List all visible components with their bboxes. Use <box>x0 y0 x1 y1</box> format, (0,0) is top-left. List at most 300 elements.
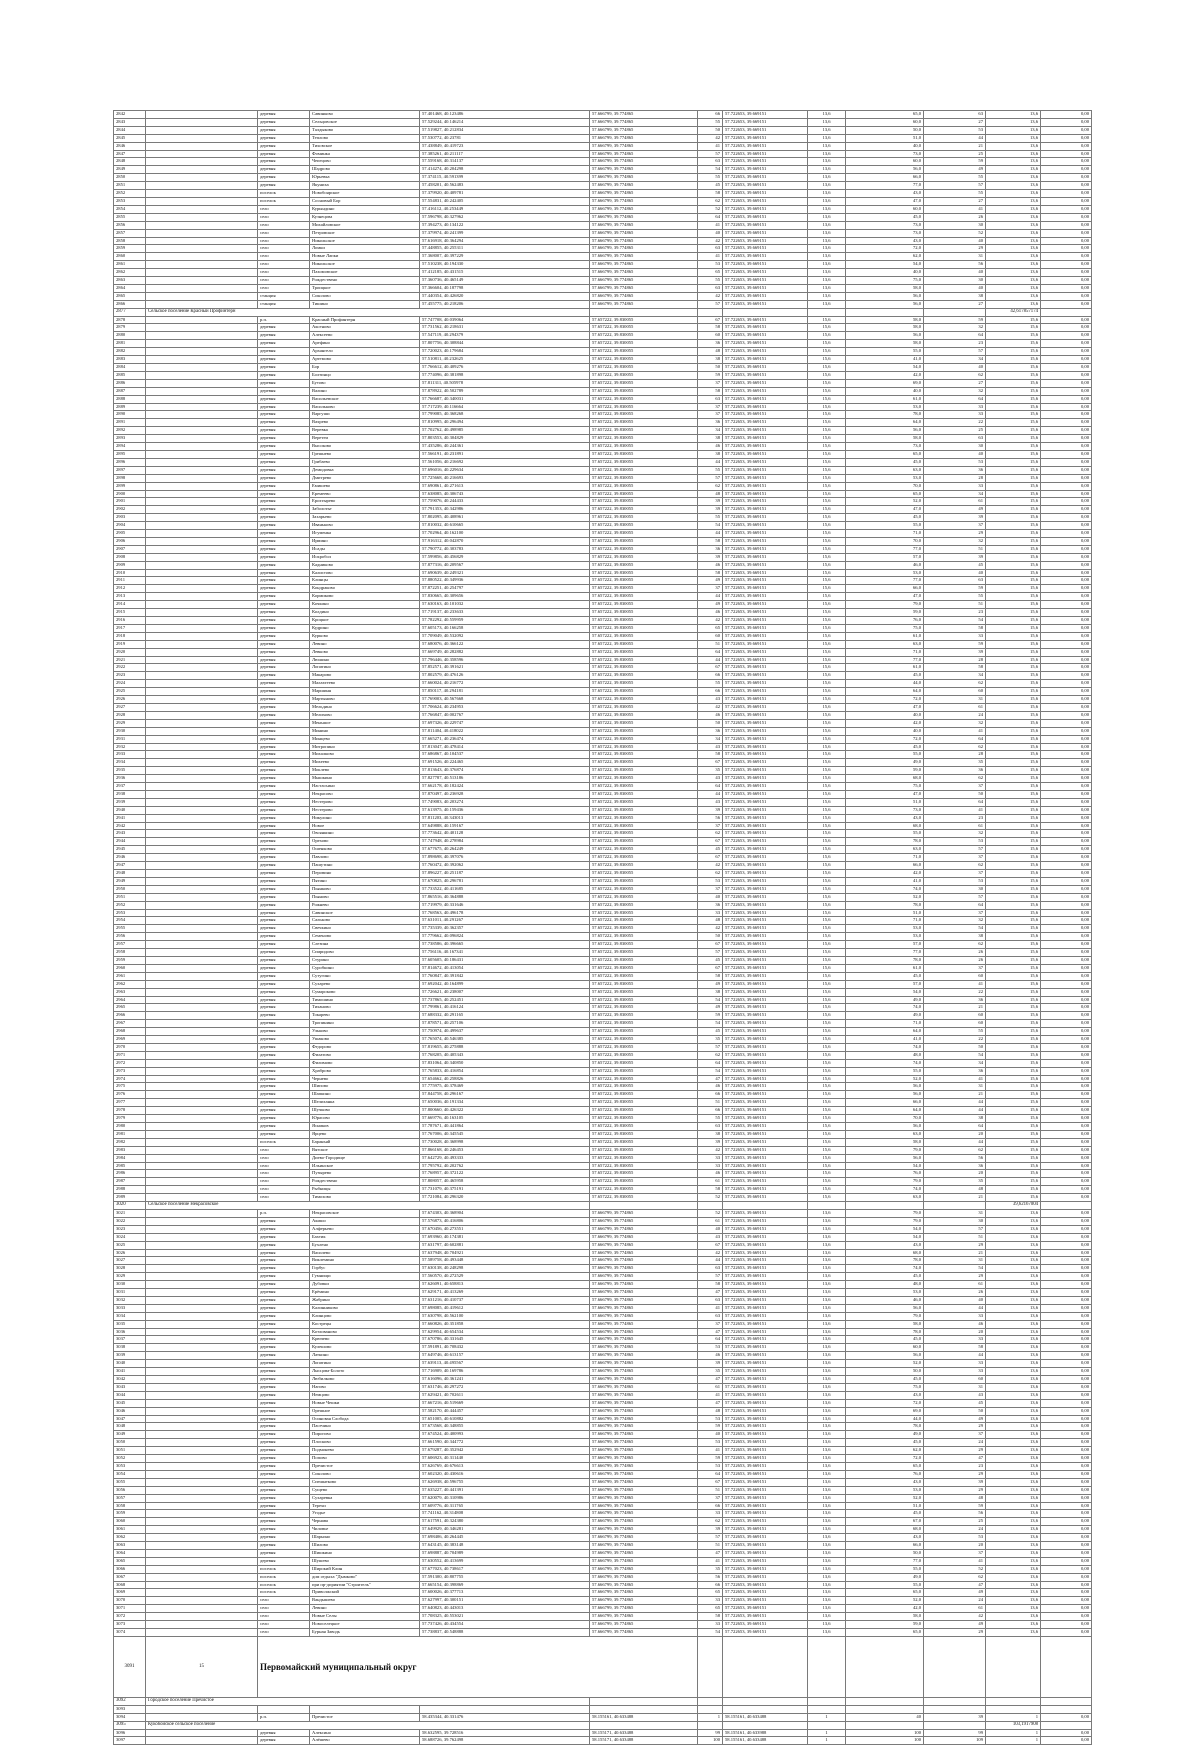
value-3: 0,00 <box>1041 379 1092 387</box>
settlement-type: деревня <box>258 1115 310 1123</box>
settlement-type: деревня <box>258 1737 310 1745</box>
settlement-coord: 57.379974, 40.241399 <box>420 229 590 237</box>
center2-coord: 57.722653, 39.669151 <box>723 482 808 490</box>
distance-value: 57 <box>698 949 723 957</box>
coef: 15,6 <box>808 917 846 925</box>
center2-coord: 57.722653, 39.669151 <box>723 300 808 308</box>
distance-km: 78,0 <box>846 411 924 419</box>
row-number: 2916 <box>114 617 146 625</box>
settlement-type: деревня <box>258 877 310 885</box>
value-3: 0,00 <box>1041 949 1092 957</box>
table-row <box>114 783 1092 791</box>
distance-km: 49,0 <box>846 759 924 767</box>
value-3: 0,00 <box>1041 996 1092 1004</box>
row-number: 3026 <box>114 1249 146 1257</box>
center-coord: 57.657222, 39.830055 <box>590 1043 698 1051</box>
cell <box>146 1138 258 1146</box>
row-number: 2887 <box>114 387 146 395</box>
center-coord: 57.666799, 39.774865 <box>590 237 698 245</box>
settlement-type: деревня <box>258 1051 310 1059</box>
distance-km: 45,0 <box>846 458 924 466</box>
value-1: 30 <box>924 443 986 451</box>
row-number: 3058 <box>114 1502 146 1510</box>
value-2: 15,6 <box>986 1115 1041 1123</box>
value-3: 0,00 <box>1041 743 1092 751</box>
row-number: 2843 <box>114 118 146 126</box>
distance-value: 47 <box>698 1399 723 1407</box>
settlement-type: р.п. <box>258 1713 310 1721</box>
coef: 13,6 <box>808 213 846 221</box>
settlement-coord: 57.706624, 40.234953 <box>420 703 590 711</box>
table-row <box>114 1257 1092 1265</box>
center-coord: 57.657222, 39.830055 <box>590 1162 698 1170</box>
coef: 13,6 <box>808 1257 846 1265</box>
coef: 15,6 <box>808 830 846 838</box>
settlement-name: Аксеново <box>310 324 420 332</box>
settlement-coord: 57.368007, 40.397229 <box>420 253 590 261</box>
coef: 13,6 <box>808 150 846 158</box>
distance-value: 46 <box>698 711 723 719</box>
settlement-name: Новоселецкое <box>310 1621 420 1629</box>
settlement-coord: 57.702762, 40.498985 <box>420 427 590 435</box>
center2-coord: 57.722653, 39.669151 <box>723 1320 808 1328</box>
settlement-type: село <box>258 277 310 285</box>
cell <box>146 1304 258 1312</box>
settlement-coord: 57.702964, 40.162100 <box>420 530 590 538</box>
settlement-name: Павлово <box>310 854 420 862</box>
cell <box>146 1004 258 1012</box>
value-2: 15,6 <box>986 1194 1041 1202</box>
cell <box>723 1721 808 1729</box>
table-row <box>114 269 1092 277</box>
settlement-type: деревня <box>258 1336 310 1344</box>
value-2: 15,6 <box>986 348 1041 356</box>
table-row <box>114 213 1092 221</box>
value-1: 48 <box>924 1186 986 1194</box>
value-1: 53 <box>924 1534 986 1542</box>
row-number: 3067 <box>114 1573 146 1581</box>
value-2: 1 <box>986 1713 1041 1721</box>
coef: 13,6 <box>808 1462 846 1470</box>
table-row <box>114 996 1092 1004</box>
table-row <box>114 1249 1092 1257</box>
settlement-type: деревня <box>258 514 310 522</box>
distance-value: 66 <box>698 1502 723 1510</box>
settlement-name: Пятино <box>310 877 420 885</box>
settlement-type: деревня <box>258 1012 310 1020</box>
settlement-coord: 57.642729, 40.493333 <box>420 1154 590 1162</box>
distance-value: 100 <box>698 1737 723 1745</box>
value-2: 13,6 <box>986 1407 1041 1415</box>
cell <box>146 1194 258 1202</box>
center-coord: 57.666799, 39.774865 <box>590 1478 698 1486</box>
value-2: 13,6 <box>986 1557 1041 1565</box>
table-row <box>114 435 1092 443</box>
settlement-name: Чиловье <box>310 1526 420 1534</box>
value-1: 42 <box>924 1613 986 1621</box>
table-row <box>114 1194 1092 1202</box>
settlement-type: деревня <box>258 1360 310 1368</box>
center-coord: 57.657222, 39.830055 <box>590 387 698 395</box>
table-row <box>114 1573 1092 1581</box>
coef: 13,6 <box>808 277 846 285</box>
value-2: 15,6 <box>986 506 1041 514</box>
center2-coord: 57.722653, 39.669151 <box>723 925 808 933</box>
settlement-coord: 57.661590, 40.344772 <box>420 1439 590 1447</box>
cell <box>146 664 258 672</box>
row-number: 2918 <box>114 632 146 640</box>
value-1: 49 <box>924 506 986 514</box>
value-1: 27 <box>924 118 986 126</box>
settlement-coord: 57.733522, 40.411685 <box>420 885 590 893</box>
value-2: 15,6 <box>986 775 1041 783</box>
row-number: 2951 <box>114 893 146 901</box>
center-coord: 57.657222, 39.830055 <box>590 909 698 917</box>
value-3: 0,00 <box>1041 846 1092 854</box>
settlement-name: Никольское <box>310 261 420 269</box>
coef: 15,6 <box>808 601 846 609</box>
row-number: 2857 <box>114 229 146 237</box>
distance-km: 57,0 <box>846 980 924 988</box>
settlement-type: деревня <box>258 1249 310 1257</box>
value-2: 13,6 <box>986 1257 1041 1265</box>
value-1: 53 <box>924 126 986 134</box>
row-number: 2899 <box>114 482 146 490</box>
cell <box>146 870 258 878</box>
cell <box>146 1154 258 1162</box>
center2-coord: 57.722653, 39.669151 <box>723 1597 808 1605</box>
center2-coord: 57.722653, 39.669151 <box>723 877 808 885</box>
value-1: 35 <box>924 759 986 767</box>
center2-coord: 57.722653, 39.669151 <box>723 126 808 134</box>
distance-km: 60,0 <box>846 205 924 213</box>
cell <box>590 1697 698 1705</box>
settlement-name: Немцово <box>310 1391 420 1399</box>
center2-coord: 57.722653, 39.669151 <box>723 1304 808 1312</box>
settlement-name: Шадрово <box>310 166 420 174</box>
row-number: 2929 <box>114 719 146 727</box>
coef: 15,6 <box>808 956 846 964</box>
distance-value: 36 <box>698 545 723 553</box>
value-1: 49 <box>924 1589 986 1597</box>
distance-km: 56,0 <box>846 300 924 308</box>
coef: 13,6 <box>808 1518 846 1526</box>
distance-km: 54,0 <box>846 261 924 269</box>
cell <box>146 964 258 972</box>
table-row <box>114 229 1092 237</box>
cell <box>146 917 258 925</box>
value-2: 15,6 <box>986 949 1041 957</box>
settlement-type: деревня <box>258 775 310 783</box>
settlement-coord: 57.735339, 40.362357 <box>420 925 590 933</box>
value-2: 13,6 <box>986 190 1041 198</box>
value-2: 13,6 <box>986 1209 1041 1217</box>
coef: 13,6 <box>808 1320 846 1328</box>
center2-coord: 57.722653, 39.669151 <box>723 190 808 198</box>
value-3: 0,00 <box>1041 498 1092 506</box>
center2-coord: 57.722653, 39.669151 <box>723 537 808 545</box>
distance-value: 62 <box>698 197 723 205</box>
distance-km: 55,0 <box>846 1581 924 1589</box>
table-row <box>114 1123 1092 1131</box>
value-1: 32 <box>924 830 986 838</box>
center2-coord: 57.722653, 39.669151 <box>723 245 808 253</box>
distance-value: 63 <box>698 158 723 166</box>
value-1: 59 <box>924 1502 986 1510</box>
center-coord: 57.666799, 39.774865 <box>590 1605 698 1613</box>
center2-coord: 57.722653, 39.669151 <box>723 435 808 443</box>
settlement-name: Мелихово <box>310 711 420 719</box>
settlement-name: Веревка <box>310 427 420 435</box>
table-row <box>114 798 1092 806</box>
coef: 15,6 <box>808 1020 846 1028</box>
settlement-name: Ильинское <box>310 1162 420 1170</box>
value-1: 40 <box>924 284 986 292</box>
center2-coord: 57.722653, 39.669151 <box>723 506 808 514</box>
distance-value: 57 <box>698 1534 723 1542</box>
settlement-name: Кострецы <box>310 1320 420 1328</box>
center2-coord: 57.722653, 39.669151 <box>723 585 808 593</box>
settlement-type: деревня <box>258 1470 310 1478</box>
center-coord: 57.666799, 39.774865 <box>590 1597 698 1605</box>
value-1: 60 <box>924 688 986 696</box>
row-number: 2954 <box>114 917 146 925</box>
cell <box>146 1146 258 1154</box>
settlement-type: деревня <box>258 593 310 601</box>
value-2: 15,6 <box>986 759 1041 767</box>
center2-coord: 57.722653, 39.669151 <box>723 474 808 482</box>
coef: 15,6 <box>808 569 846 577</box>
value-2: 13,6 <box>986 182 1041 190</box>
value-1: 36 <box>924 1067 986 1075</box>
settlement-coord: 57.366604, 40.187798 <box>420 284 590 292</box>
distance-value: 34 <box>698 427 723 435</box>
cell <box>146 1289 258 1297</box>
value-1: 54 <box>924 1265 986 1273</box>
row-number: 3064 <box>114 1549 146 1557</box>
distance-value: 49 <box>698 601 723 609</box>
cell <box>146 632 258 640</box>
settlement-name: Рожнево <box>310 901 420 909</box>
settlement-type: деревня <box>258 703 310 711</box>
center-coord: 57.657222, 39.830055 <box>590 379 698 387</box>
settlement-coord: 57.686867, 40.104537 <box>420 751 590 759</box>
center-coord: 57.666799, 39.774865 <box>590 205 698 213</box>
value-2: 15,6 <box>986 680 1041 688</box>
settlement-coord: 57.807756, 40.308844 <box>420 340 590 348</box>
cell <box>146 411 258 419</box>
value-1: 36 <box>924 466 986 474</box>
settlement-name: Ломки <box>310 245 420 253</box>
value-3: 0,00 <box>1041 166 1092 174</box>
settlement-coord: 57.730028, 40.368998 <box>420 1138 590 1146</box>
row-number: 2909 <box>114 561 146 569</box>
value-3: 0,00 <box>1041 688 1092 696</box>
value-1: 31 <box>924 1209 986 1217</box>
cell <box>146 743 258 751</box>
coef: 15,6 <box>808 925 846 933</box>
settlement-name: Левково <box>310 648 420 656</box>
distance-value: 39 <box>698 806 723 814</box>
value-2: 13,6 <box>986 197 1041 205</box>
value-1: 36 <box>924 767 986 775</box>
distance-value: 54 <box>698 996 723 1004</box>
cell <box>146 783 258 791</box>
coef: 13,6 <box>808 1233 846 1241</box>
settlement-type: деревня <box>258 1257 310 1265</box>
center2-coord: 57.722653, 39.669151 <box>723 1075 808 1083</box>
distance-km: 44,0 <box>846 1415 924 1423</box>
row-number: 2886 <box>114 379 146 387</box>
distance-value: 38 <box>698 1130 723 1138</box>
settlement-name: Кудрино <box>310 624 420 632</box>
cell <box>146 300 258 308</box>
table-row <box>114 719 1092 727</box>
center2-coord: 57.722653, 39.669151 <box>723 901 808 909</box>
value-3: 0,00 <box>1041 545 1092 553</box>
settlement-type: деревня <box>258 490 310 498</box>
center2-coord: 57.722653, 39.669151 <box>723 1526 808 1534</box>
table-row <box>114 1729 1092 1737</box>
value-1: 37 <box>924 522 986 530</box>
settlement-name: Колдино <box>310 609 420 617</box>
cell <box>846 1721 924 1729</box>
center-coord: 57.666799, 39.774865 <box>590 1486 698 1494</box>
row-number: 3073 <box>114 1621 146 1629</box>
settlement-coord: 57.620079, 40.310986 <box>420 1494 590 1502</box>
cell <box>146 371 258 379</box>
value-1: 29 <box>924 1423 986 1431</box>
cell <box>146 1621 258 1629</box>
center2-coord: 57.722653, 39.669151 <box>723 593 808 601</box>
table-row <box>114 403 1092 411</box>
settlement-type: деревня <box>258 1004 310 1012</box>
row-number: 3071 <box>114 1605 146 1613</box>
center2-coord: 57.722653, 39.669151 <box>723 1605 808 1613</box>
center2-coord: 57.722653, 39.669151 <box>723 672 808 680</box>
value-3: 0,00 <box>1041 450 1092 458</box>
value-3: 0,00 <box>1041 1020 1092 1028</box>
settlement-coord: 57.773642, 40.401128 <box>420 830 590 838</box>
value-2: 15,6 <box>986 530 1041 538</box>
value-1: 43 <box>924 1391 986 1399</box>
settlement-type: деревня <box>258 830 310 838</box>
cell <box>1041 1705 1092 1713</box>
cell <box>146 514 258 522</box>
settlement-name: Савинково <box>310 111 420 119</box>
cell <box>146 498 258 506</box>
center-coord: 57.657222, 39.830055 <box>590 925 698 933</box>
settlement-type: деревня <box>258 1518 310 1526</box>
cell <box>146 830 258 838</box>
distance-value: 50 <box>698 364 723 372</box>
value-2: 15,6 <box>986 933 1041 941</box>
value-1: 23 <box>924 814 986 822</box>
settlement-type: деревня <box>258 1289 310 1297</box>
distance-km: 61,0 <box>846 632 924 640</box>
value-1: 31 <box>924 1257 986 1265</box>
distance-value: 48 <box>698 1407 723 1415</box>
value-3: 0,00 <box>1041 1613 1092 1621</box>
table-row <box>114 118 1092 126</box>
distance-value: 57 <box>698 150 723 158</box>
coef: 15,6 <box>808 893 846 901</box>
section-header-row <box>114 1697 1092 1705</box>
cell <box>146 1312 258 1320</box>
settlement-type: станция <box>258 292 310 300</box>
coef: 15,6 <box>808 1075 846 1083</box>
table-row <box>114 1455 1092 1463</box>
value-3: 0,00 <box>1041 972 1092 980</box>
distance-value: 48 <box>698 348 723 356</box>
center2-coord: 57.722653, 39.669151 <box>723 443 808 451</box>
value-3: 0,00 <box>1041 514 1092 522</box>
value-1: 22 <box>924 988 986 996</box>
value-3: 0,00 <box>1041 1012 1092 1020</box>
settlement-type: деревня <box>258 126 310 134</box>
center-coord: 57.657222, 39.830055 <box>590 340 698 348</box>
settlement-type: деревня <box>258 941 310 949</box>
distance-value: 63 <box>698 284 723 292</box>
settlement-type: деревня <box>258 387 310 395</box>
table-row <box>114 1557 1092 1565</box>
value-3: 0,00 <box>1041 672 1092 680</box>
distance-km: 40,0 <box>846 711 924 719</box>
coef: 15,6 <box>808 964 846 972</box>
coef: 15,6 <box>808 909 846 917</box>
center-coord: 57.657222, 39.830055 <box>590 688 698 696</box>
value-1: 56 <box>924 261 986 269</box>
distance-km: 52,0 <box>846 1360 924 1368</box>
cell <box>146 261 258 269</box>
coef: 13,6 <box>808 1494 846 1502</box>
settlement-type: деревня <box>258 648 310 656</box>
row-number: 3056 <box>114 1486 146 1494</box>
row-number: 2978 <box>114 1107 146 1115</box>
settlement-type: деревня <box>258 1462 310 1470</box>
coef: 13,6 <box>808 261 846 269</box>
coef: 15,6 <box>808 506 846 514</box>
cell <box>146 356 258 364</box>
settlement-type: деревня <box>258 474 310 482</box>
cell <box>146 1478 258 1486</box>
coef: 15,6 <box>808 703 846 711</box>
row-number: 2965 <box>114 1004 146 1012</box>
value-1: 26 <box>924 956 986 964</box>
cell <box>146 696 258 704</box>
distance-km: 66,0 <box>846 174 924 182</box>
center-coord: 57.666799, 39.774865 <box>590 174 698 182</box>
cell <box>846 1697 924 1705</box>
center2-coord: 57.722653, 39.669151 <box>723 340 808 348</box>
distance-km: 78,0 <box>846 1423 924 1431</box>
distance-value: 55 <box>698 680 723 688</box>
row-number: 2947 <box>114 862 146 870</box>
value-1: 44 <box>924 1352 986 1360</box>
center2-coord: 57.722653, 39.669151 <box>723 1154 808 1162</box>
cell <box>146 885 258 893</box>
settlement-name: Шилово <box>310 1542 420 1550</box>
center-coord: 57.666799, 39.774865 <box>590 134 698 142</box>
row-number: 3091 <box>114 1636 146 1697</box>
row-number: 3039 <box>114 1352 146 1360</box>
settlement-coord: 57.640823, 40.443013 <box>420 1605 590 1613</box>
cell <box>146 134 258 142</box>
settlement-type: поселок <box>258 197 310 205</box>
distance-km: 55,0 <box>846 1067 924 1075</box>
distance-value: 66 <box>698 688 723 696</box>
value-3: 0,00 <box>1041 395 1092 403</box>
